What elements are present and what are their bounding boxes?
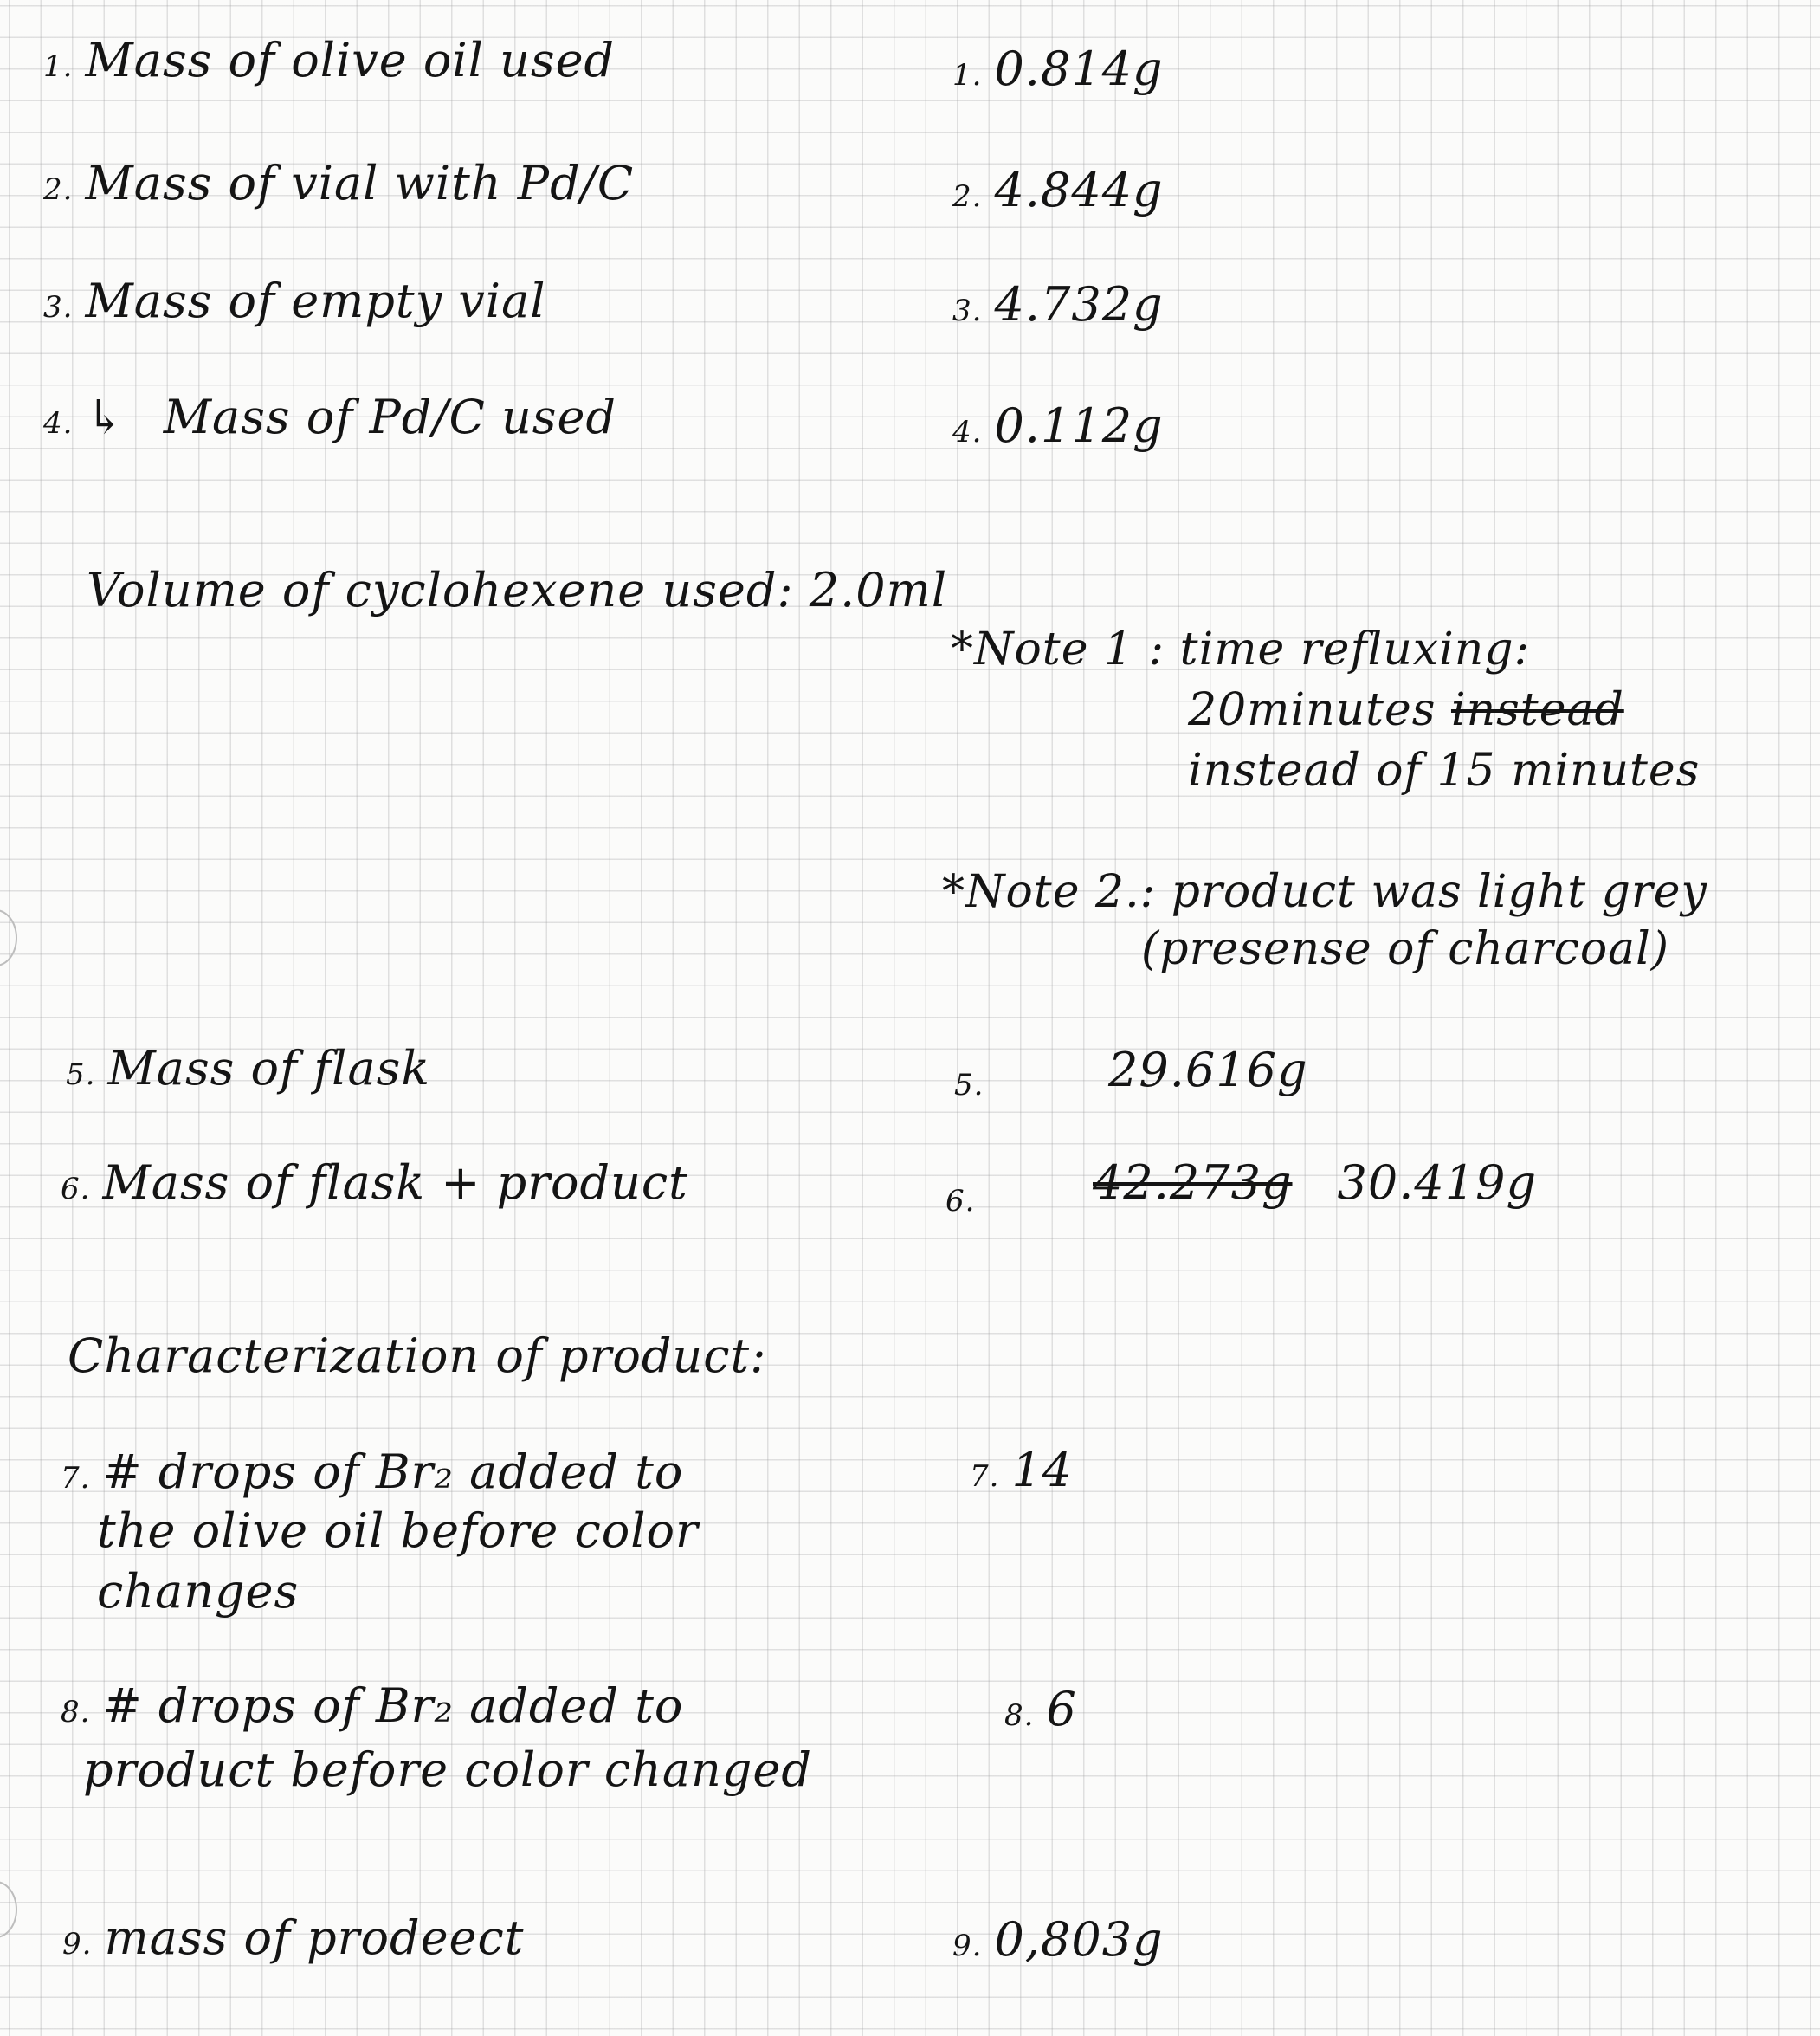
row-9-value: 9. 0,803g [952, 1912, 1164, 1967]
struck-word: instead [1450, 684, 1624, 736]
punch-hole-mark [0, 1881, 17, 1938]
row-6-index: 6. [945, 1184, 976, 1218]
row-2-value: 2. 4.844g [952, 163, 1164, 217]
row-9-label: 9. mass of prodeect [62, 1910, 525, 1965]
arrow-icon: ↳ [85, 390, 126, 444]
characterization-heading: Characterization of product: [68, 1328, 767, 1383]
row-3-value: 3. 4.732g [952, 277, 1164, 332]
row-6-label: 6. Mass of flask + product [61, 1155, 688, 1210]
punch-hole-mark [0, 909, 17, 966]
row-6-values: 42.273g 30.419g [1093, 1155, 1538, 1210]
row-4-label: 4. ↳ Mass of Pd/C used [43, 390, 617, 444]
row-1-label: 1. Mass of olive oil used [43, 33, 616, 87]
row-8-line-2: product before color changed [83, 1742, 812, 1797]
note-2-line-1: *Note 2.: product was light grey [942, 866, 1707, 918]
struck-value: 42.273g [1093, 1155, 1293, 1210]
row-5-index: 5. [954, 1068, 984, 1102]
note-1-line-3: instead of 15 minutes [1188, 745, 1701, 797]
row-7-line-1: 7. # drops of Br₂ added to [61, 1445, 684, 1499]
row-8-line-1: 8. # drops of Br₂ added to [61, 1678, 684, 1733]
row-5-value: 29.616g [1108, 1043, 1308, 1097]
note-2-line-2: (presense of charcoal) [1141, 923, 1670, 975]
row-3-label: 3. Mass of empty vial [43, 274, 546, 328]
volume-of-cyclohexene: Volume of cyclohexene used: 2.0ml [87, 563, 948, 617]
row-4-value: 4. 0.112g [952, 398, 1164, 453]
row-2-label: 2. Mass of vial with Pd/C [43, 156, 635, 210]
row-5-label: 5. Mass of flask [66, 1041, 431, 1096]
row-7-value: 7. 14 [970, 1443, 1074, 1497]
note-1-line-2: 20minutes instead [1188, 684, 1624, 736]
row-8-value: 8. 6 [1004, 1682, 1077, 1736]
row-1-value: 1. 0.814g [952, 42, 1164, 96]
row-7-line-3: changes [97, 1564, 300, 1619]
row-7-line-2: the olive oil before color [97, 1503, 699, 1558]
note-1-line-1: *Note 1 : time refluxing: [951, 624, 1531, 675]
